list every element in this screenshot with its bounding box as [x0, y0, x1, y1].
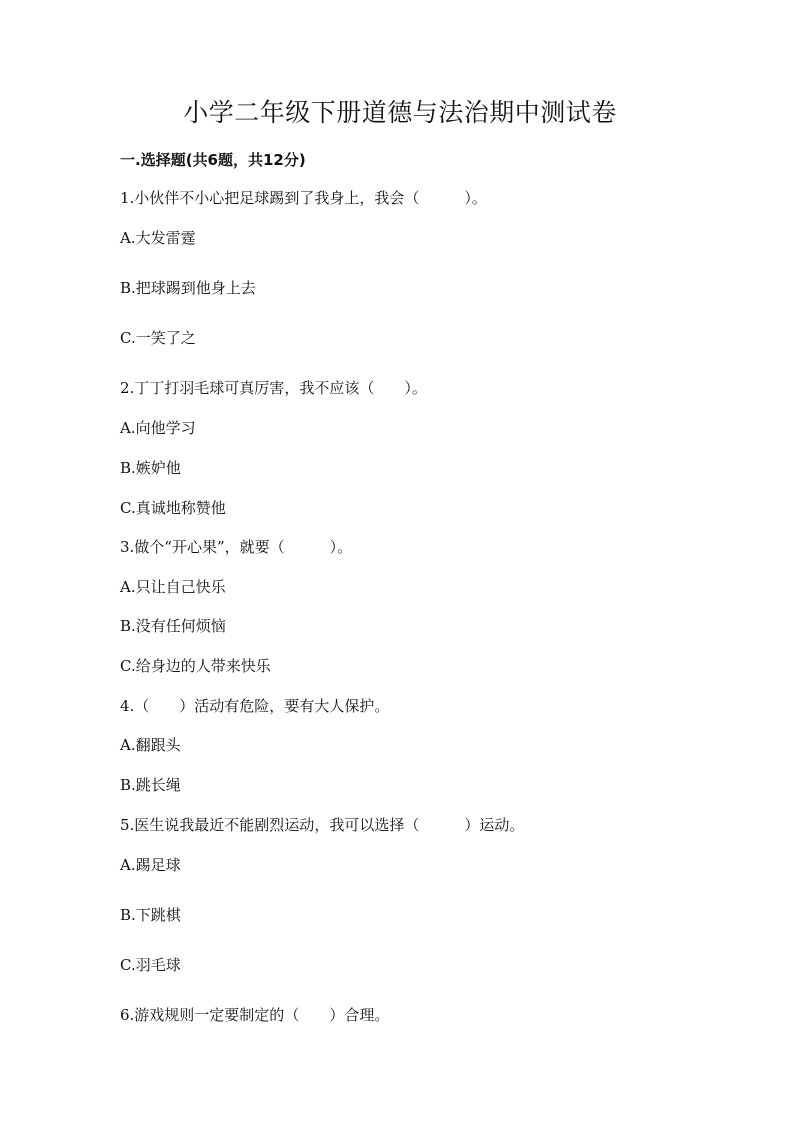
question-1-option-b: B.把球踢到他身上去: [120, 279, 256, 297]
question-3-option-c: C.给身边的人带来快乐: [120, 657, 271, 675]
question-4-stem: 4.（ ）活动有危险，要有大人保护。: [120, 697, 390, 715]
question-6-stem: 6.游戏规则一定要制定的（ ）合理。: [120, 1006, 390, 1024]
question-3-option-b: B.没有任何烦恼: [120, 617, 226, 635]
question-2-option-c: C.真诚地称赞他: [120, 499, 226, 517]
section-heading: 一.选择题(共6题，共12分): [120, 151, 306, 169]
question-4-option-b: B.跳长绳: [120, 776, 181, 794]
question-2-option-a: A.向他学习: [120, 419, 196, 437]
question-3-option-a: A.只让自己快乐: [120, 578, 226, 596]
question-5-option-a: A.踢足球: [120, 856, 181, 874]
question-5-stem: 5.医生说我最近不能剧烈运动，我可以选择（ ）运动。: [120, 816, 525, 834]
question-5-option-c: C.羽毛球: [120, 956, 181, 974]
question-5-option-b: B.下跳棋: [120, 906, 181, 924]
question-1-option-c: C.一笑了之: [120, 329, 196, 347]
question-4-option-a: A.翻跟头: [120, 736, 181, 754]
question-1-option-a: A.大发雷霆: [120, 229, 196, 247]
page-title: 小学二年级下册道德与法治期中测试卷: [183, 98, 617, 127]
question-3-stem: 3.做个“开心果”，就要（ ）。: [120, 538, 353, 556]
question-1-stem: 1.小伙伴不小心把足球踢到了我身上，我会（ ）。: [120, 189, 487, 207]
question-2-option-b: B.嫉妒他: [120, 459, 181, 477]
question-2-stem: 2.丁丁打羽毛球可真厉害，我不应该（ ）。: [120, 379, 427, 397]
